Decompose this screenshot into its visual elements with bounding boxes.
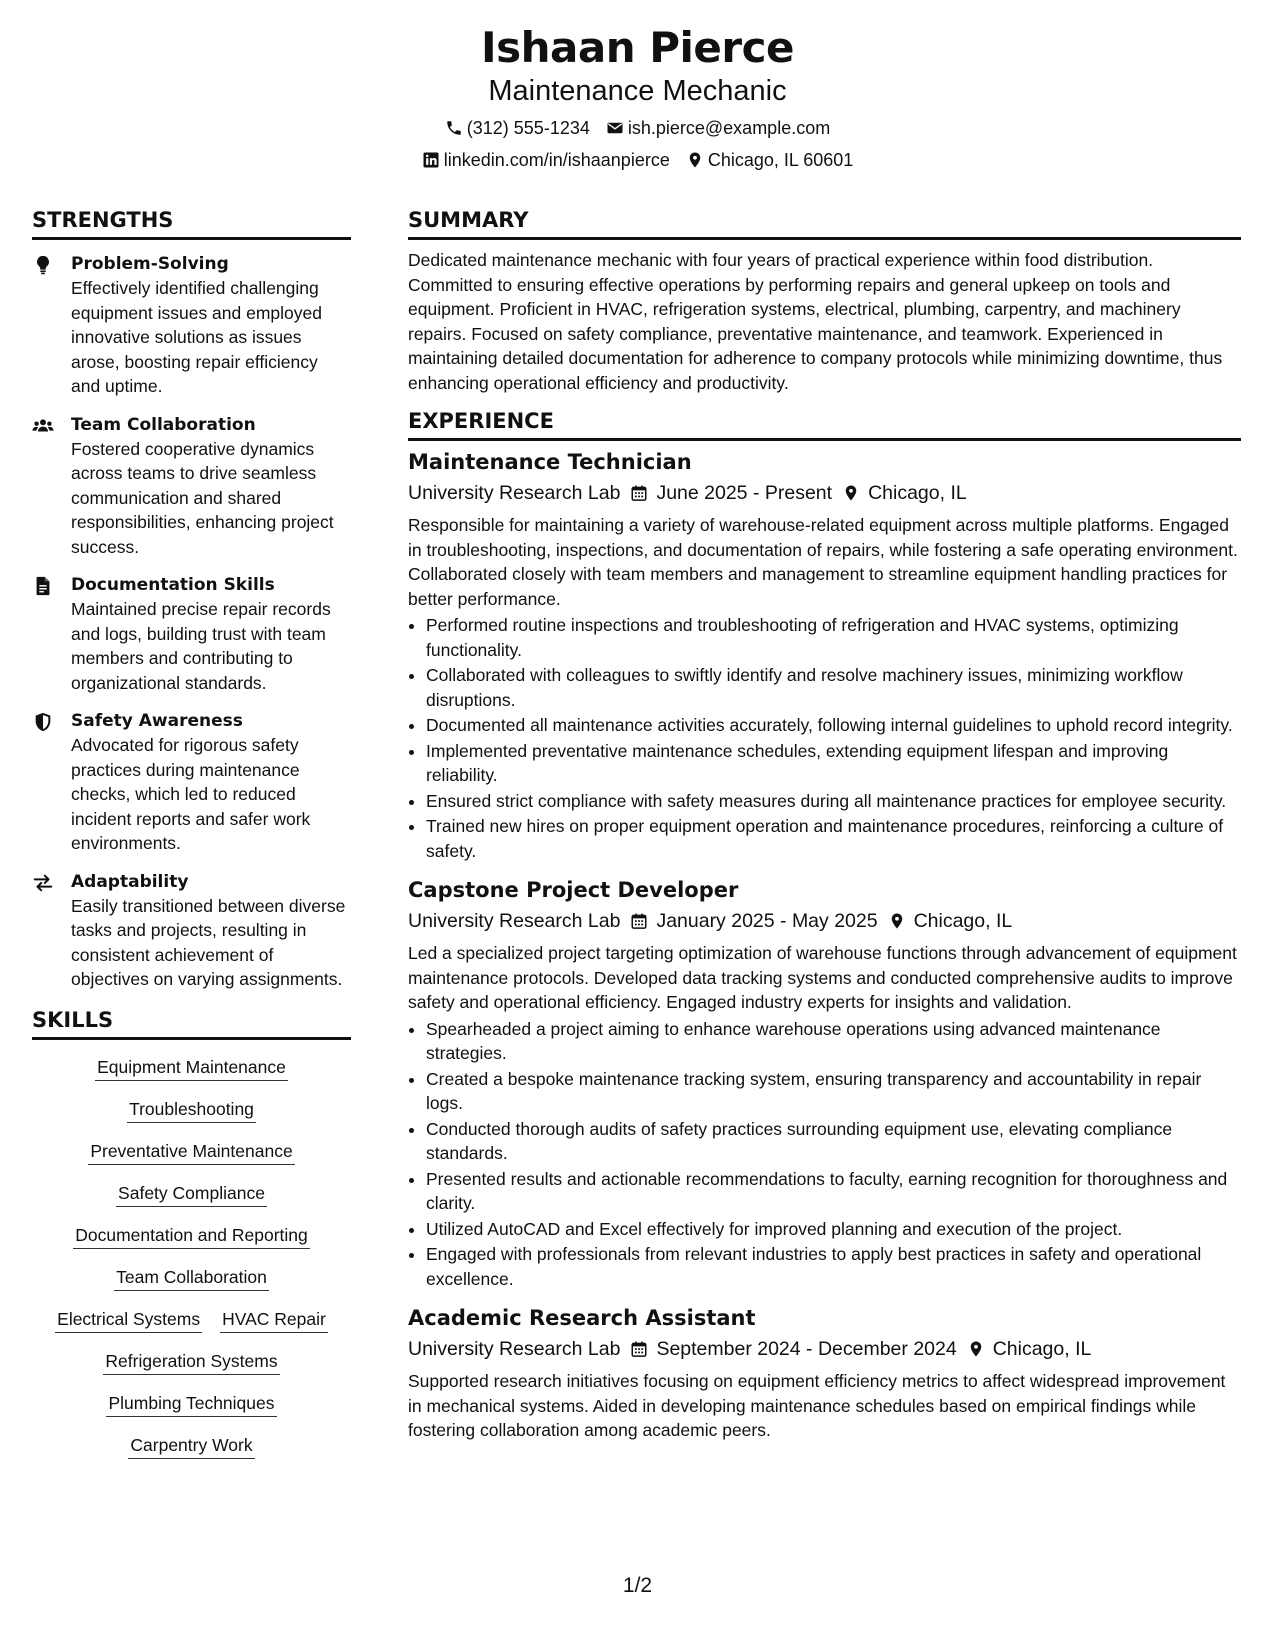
contact-email[interactable] bbox=[606, 116, 830, 140]
job-title: Maintenance Technician bbox=[408, 450, 692, 474]
strength-title: Team Collaboration bbox=[71, 414, 256, 435]
skill-tag: Equipment Maintenance bbox=[95, 1054, 288, 1081]
strength-title: Documentation Skills bbox=[71, 575, 275, 595]
job-location: Chicago, IL bbox=[913, 910, 1013, 932]
job-bullets bbox=[408, 1017, 1241, 1292]
job-bullet: • Created a bespoke maintenance tracking system, ensuring transparency and accountability in repair logs. bbox=[426, 1067, 1241, 1116]
summary-section bbox=[408, 206, 1241, 395]
job-meta bbox=[408, 1335, 1241, 1363]
strength-item bbox=[32, 573, 351, 695]
skill-tag: Documentation and Reporting bbox=[73, 1222, 310, 1249]
job-entry bbox=[408, 1303, 1241, 1443]
linkedin-url: linkedin.com/in/ishaanpierce bbox=[443, 150, 670, 170]
job-bullet: • Trained new hires on proper equipment operation and maintenance procedures, reinforcing a culture of safety. bbox=[426, 814, 1241, 863]
job-bullet: • Performed routine inspections and troubleshooting of refrigeration and HVAC systems, optimizing functionality. bbox=[426, 613, 1241, 662]
calendar-icon bbox=[630, 1339, 648, 1359]
strength-title: Problem-Solving bbox=[71, 254, 229, 274]
job-bullet: • Implemented preventative maintenance schedules, extending equipment lifespan and improving reliability. bbox=[426, 739, 1241, 788]
job-bullet: • Presented results and actionable recommendations to faculty, earning recognition for thoroughness and clarity. bbox=[426, 1167, 1241, 1216]
strengths-heading: STRENGTHS bbox=[32, 206, 351, 240]
skills-heading: SKILLS bbox=[32, 1006, 351, 1040]
job-bullet: • Collaborated with colleagues to swiftly identify and resolve machinery issues, minimizing workflow disruptions. bbox=[426, 663, 1241, 712]
strength-title: Safety Awareness bbox=[71, 711, 243, 731]
job-bullets bbox=[408, 613, 1241, 863]
users-icon bbox=[32, 413, 71, 560]
map-pin-icon bbox=[842, 483, 860, 503]
candidate-name: Ishaan Pierce bbox=[481, 23, 794, 72]
skill-tag: Team Collaboration bbox=[114, 1264, 269, 1291]
swap-arrows-icon bbox=[32, 870, 71, 992]
job-company: University Research Lab bbox=[408, 910, 621, 932]
summary-text: Dedicated maintenance mechanic with four years of practical experience within food distribution. Committed to ensuring effective operations by performing repairs and general upkeep on tools and equipment. Proficient in HVAC, refrigeration systems, electrical, plumbing, carpentry, and machinery repairs. Focused on safety compliance, preventative maintenance, and teamwork. Experienced in maintaining detailed documentation for adherence to company protocols while minimizing downtime, thus enhancing operational efficiency and productivity. bbox=[408, 250, 1223, 393]
strength-item bbox=[32, 709, 351, 856]
strength-text: Advocated for rigorous safety practices during maintenance checks, which led to reduced incident reports and safer work environments. bbox=[71, 735, 311, 853]
job-entry bbox=[408, 447, 1241, 863]
job-dates: September 2024 - December 2024 bbox=[656, 1338, 957, 1360]
job-entry bbox=[408, 875, 1241, 1291]
job-description: Supported research initiatives focusing on equipment efficiency metrics to affect widespread improvement in mechanical systems. Aided in developing maintenance schedules based on empirical findings while fostering collaboration among academic peers. bbox=[408, 1371, 1226, 1440]
job-description: Led a specialized project targeting optimization of warehouse functions through advancement of equipment maintenance protocols. Developed data tracking systems and conducted comprehensive audits to improve safety and operational efficiency. Engaged industry experts for insights and validation. bbox=[408, 943, 1237, 1012]
job-description: Responsible for maintaining a variety of warehouse-related equipment across multiple platforms. Engaged in troubleshooting, inspections, and documentation of repairs, while fostering a safe operating environment. Collaborated closely with team members and management to streamline equipment handling practices for better performance. bbox=[408, 515, 1238, 609]
skill-tag: Safety Compliance bbox=[116, 1180, 267, 1207]
location-text: Chicago, IL 60601 bbox=[707, 150, 854, 170]
page-number: 1/2 bbox=[622, 1574, 653, 1597]
job-title: Capstone Project Developer bbox=[408, 878, 739, 902]
skill-tag: Refrigeration Systems bbox=[103, 1348, 279, 1375]
experience-section bbox=[408, 407, 1241, 1443]
right-column bbox=[408, 206, 1241, 1443]
job-bullet: • Ensured strict compliance with safety measures during all maintenance practices for employee security. bbox=[426, 789, 1241, 814]
contact-row-1 bbox=[0, 116, 1275, 140]
phone-icon bbox=[445, 119, 463, 137]
lightbulb-icon bbox=[32, 252, 71, 399]
job-company: University Research Lab bbox=[408, 482, 621, 504]
job-bullet: • Spearheaded a project aiming to enhance warehouse operations using advanced maintenance strategies. bbox=[426, 1017, 1241, 1066]
strength-item bbox=[32, 870, 351, 992]
job-bullet: • Conducted thorough audits of safety practices surrounding equipment use, elevating compliance standards. bbox=[426, 1117, 1241, 1166]
envelope-icon bbox=[606, 119, 624, 137]
skill-tag: Electrical Systems bbox=[55, 1306, 202, 1333]
linkedin-icon bbox=[422, 151, 440, 169]
map-pin-icon bbox=[888, 911, 906, 931]
document-icon bbox=[32, 573, 71, 695]
strength-text: Easily transitioned between diverse tasks and projects, resulting in consistent achievement of objectives on varying assignments. bbox=[71, 895, 346, 989]
experience-heading: EXPERIENCE bbox=[408, 407, 1241, 441]
strength-text: Fostered cooperative dynamics across teams to drive seamless communication and shared responsibilities, enhancing project success. bbox=[71, 438, 334, 557]
job-dates: January 2025 - May 2025 bbox=[656, 910, 878, 932]
strength-text: Effectively identified challenging equipment issues and employed innovative solutions as issues arose, boosting repair efficiency and uptime. bbox=[71, 278, 322, 396]
skill-tag: HVAC Repair bbox=[220, 1306, 328, 1333]
calendar-icon bbox=[630, 483, 648, 503]
skill-tag: Troubleshooting bbox=[127, 1096, 256, 1123]
strength-item bbox=[32, 413, 351, 560]
contact-phone bbox=[445, 116, 590, 140]
summary-heading: SUMMARY bbox=[408, 206, 1241, 240]
job-meta bbox=[408, 479, 1241, 507]
contact-linkedin[interactable] bbox=[422, 148, 670, 172]
strengths-list bbox=[32, 252, 351, 992]
strength-text: Maintained precise repair records and logs, building trust with team members and contributing to organizational standards. bbox=[71, 599, 331, 693]
skills-section bbox=[32, 1006, 351, 1474]
job-dates: June 2025 - Present bbox=[656, 482, 833, 504]
email-address: ish.pierce@example.com bbox=[627, 118, 831, 138]
job-title: Academic Research Assistant bbox=[408, 1306, 756, 1330]
contact-location bbox=[686, 148, 853, 172]
skill-tag: Plumbing Techniques bbox=[106, 1390, 276, 1417]
calendar-icon bbox=[630, 911, 648, 931]
skill-tag: Carpentry Work bbox=[128, 1432, 254, 1459]
job-bullet: • Utilized AutoCAD and Excel effectively for improved planning and execution of the project. bbox=[426, 1217, 1241, 1242]
resume-header bbox=[0, 22, 1275, 172]
job-company: University Research Lab bbox=[408, 1338, 621, 1360]
strengths-section bbox=[32, 206, 351, 992]
map-pin-icon bbox=[967, 1339, 985, 1359]
job-bullet: • Engaged with professionals from relevant industries to apply best practices in safety and operational excellence. bbox=[426, 1242, 1241, 1291]
map-pin-icon bbox=[686, 151, 704, 169]
strength-title: Adaptability bbox=[71, 871, 189, 892]
job-location: Chicago, IL bbox=[992, 1338, 1092, 1360]
job-location: Chicago, IL bbox=[868, 482, 967, 504]
strength-item bbox=[32, 252, 351, 399]
candidate-title: Maintenance Mechanic bbox=[488, 75, 787, 107]
shield-icon bbox=[32, 709, 71, 856]
job-meta bbox=[408, 907, 1241, 935]
skill-tag: Preventative Maintenance bbox=[88, 1138, 294, 1165]
contact-row-2 bbox=[0, 148, 1275, 172]
job-bullet: • Documented all maintenance activities accurately, following internal guidelines to uphold record integrity. bbox=[426, 713, 1241, 738]
left-column bbox=[32, 206, 351, 1474]
skills-list bbox=[32, 1054, 351, 1474]
phone-number: (312) 555-1234 bbox=[466, 118, 590, 138]
